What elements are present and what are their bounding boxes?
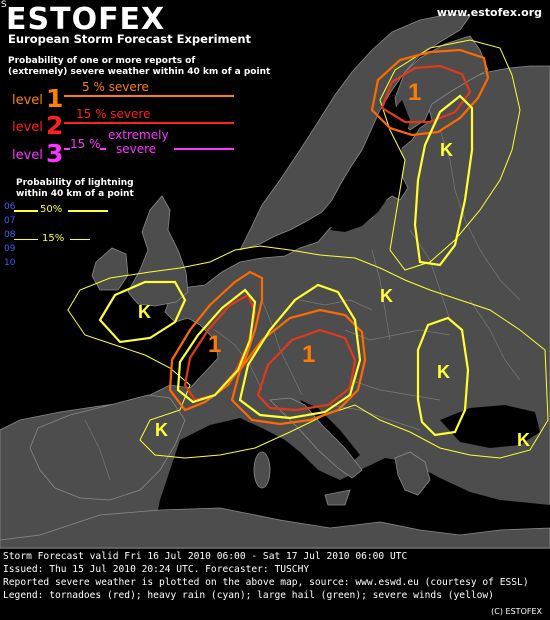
corner-mark: S — [1, 0, 7, 10]
lightning-50-label: 50% — [40, 204, 63, 215]
copyright-text: (C) ESTOFEX — [491, 607, 542, 616]
level3-line-mid — [100, 148, 106, 150]
lightning-50-line-left — [14, 210, 38, 212]
lightning-hour-09: 09 — [4, 244, 16, 254]
lightning-hour-08: 08 — [4, 230, 16, 240]
lightning-symbol-finland: K — [440, 140, 453, 160]
lightning-15-label: 15% — [42, 233, 65, 244]
level1-line — [64, 95, 234, 97]
level-label-scandinavia: 1 — [408, 79, 422, 106]
level1-label: 5 % severe — [82, 80, 149, 94]
lightning-symbol-romania: K — [437, 362, 450, 382]
footer-issued-line: Issued: Thu 15 Jul 2010 20:24 UTC. Forecaster: TUSCHY — [3, 564, 310, 575]
footer-legend-line: Legend: tornadoes (red); heavy rain (cyan); large hail (green); severe winds (yellow) — [3, 590, 494, 601]
level2-line — [64, 122, 234, 124]
lightning-hour-06: 06 — [4, 202, 16, 212]
level3-label-line2: severe — [116, 142, 157, 156]
lightning-legend-text-2: within 40 km of a point — [16, 189, 134, 199]
level1-word: level — [12, 93, 43, 108]
lightning-15-line-left — [14, 239, 38, 240]
level-label-central: 1 — [302, 341, 316, 368]
level3-line-right — [174, 148, 234, 150]
level3-line-left — [64, 148, 70, 150]
website-link[interactable]: www.estofex.org — [436, 6, 542, 19]
lightning-hour-10: 10 — [4, 258, 16, 268]
level2-number: 2 — [46, 111, 64, 140]
forecast-footer — [0, 548, 550, 620]
lightning-50-line-right — [68, 210, 108, 212]
level-label-west: 1 — [208, 331, 222, 358]
level1-number: 1 — [46, 84, 64, 113]
footer-reported-line: Reported severe weather is plotted on the above map, source: www.eswd.eu (courtesy of ESSL) — [3, 577, 529, 588]
prob-severe-text-2: (extremely) severe weather within 40 km of a point — [8, 67, 271, 77]
lightning-legend-text-1: Probability of lightning — [16, 178, 134, 188]
lightning-symbol-poland: K — [380, 286, 393, 306]
level2-word: level — [12, 120, 43, 135]
sardinia-land — [254, 452, 270, 488]
lightning-hour-07: 07 — [4, 216, 16, 226]
lightning-symbol-britain: K — [138, 302, 151, 322]
footer-valid-line: Storm Forecast valid Fri 16 Jul 2010 06:00 - Sat 17 Jul 2010 06:00 UTC — [3, 551, 408, 562]
level2-label: 15 % severe — [76, 107, 151, 121]
level3-word: level — [12, 148, 43, 163]
level3-label-pct: 15 % — [70, 137, 101, 151]
lightning-symbol-black-sea: K — [517, 430, 530, 450]
lightning-symbol-spain: K — [155, 420, 168, 440]
page-title: ESTOFEX — [6, 2, 166, 37]
prob-severe-text-1: Probability of one or more reports of — [8, 56, 196, 66]
page-subtitle: European Storm Forecast Experiment — [8, 32, 252, 46]
level3-number: 3 — [46, 139, 64, 168]
lightning-15-line-right — [70, 239, 90, 240]
level3-label-line1: extremely — [108, 128, 169, 142]
